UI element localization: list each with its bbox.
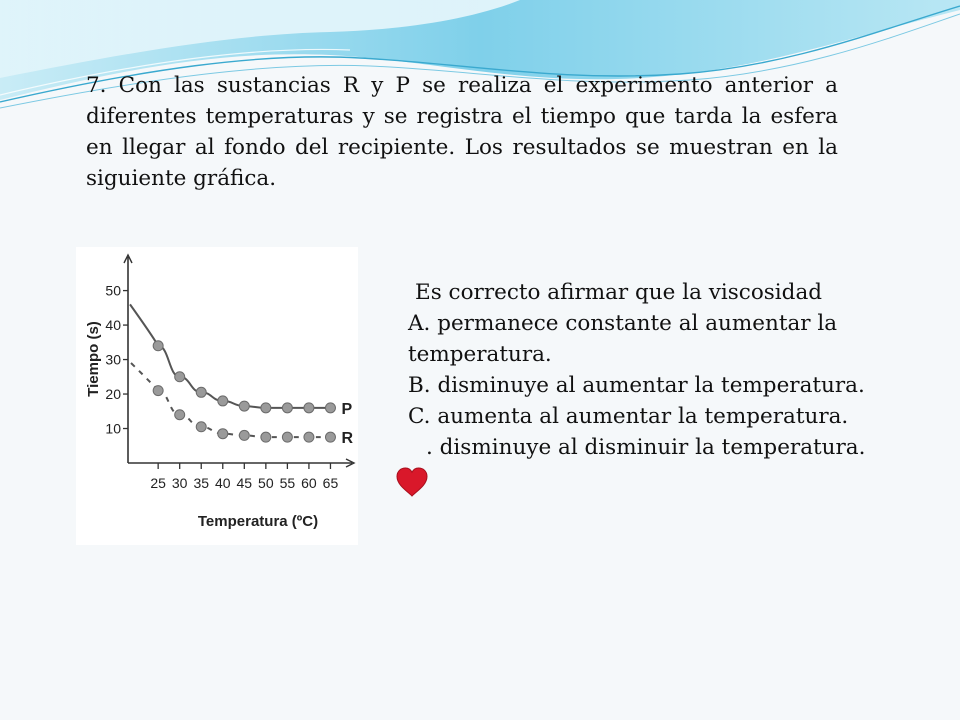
y-tick-label: 30 bbox=[105, 351, 121, 368]
chart-axes bbox=[105, 255, 354, 491]
series-r-point bbox=[239, 430, 249, 440]
series-p-point bbox=[261, 403, 271, 413]
x-tick-label: 65 bbox=[322, 475, 339, 491]
series-r-point bbox=[218, 429, 228, 439]
series-p-point bbox=[218, 396, 228, 406]
heart-icon bbox=[395, 466, 429, 498]
series-p-point bbox=[325, 403, 335, 413]
series-p-label: P bbox=[341, 400, 353, 418]
x-tick-label: 40 bbox=[214, 475, 231, 491]
series-r-label: R bbox=[341, 430, 354, 448]
series-p-point bbox=[153, 341, 163, 351]
x-tick-label: 55 bbox=[279, 475, 296, 491]
series-p-point bbox=[282, 403, 292, 413]
answer-block bbox=[408, 277, 878, 463]
x-tick-label: 60 bbox=[301, 475, 317, 491]
series-r-point bbox=[325, 432, 335, 442]
option-b[interactable]: B. disminuye al aumentar la temperatura. bbox=[408, 373, 865, 398]
question-text: 7. Con las sustancias R y P se realiza el experimento anterior a diferentes temperaturas y se registra el tiempo que tarda la esfera en llegar al fondo del recipiente. Los resultados se muestran en la siguiente gráfica. bbox=[86, 73, 838, 191]
series-p-point bbox=[239, 401, 249, 411]
chart bbox=[76, 247, 358, 545]
series-r-point bbox=[175, 410, 185, 420]
series-p-point bbox=[175, 372, 185, 382]
y-tick-label: 20 bbox=[105, 386, 121, 403]
x-tick-label: 30 bbox=[171, 475, 188, 491]
answer-prompt: Es correcto afirmar que la viscosidad bbox=[415, 280, 823, 305]
series-p-point bbox=[196, 387, 206, 397]
y-tick-label: 10 bbox=[105, 420, 121, 437]
x-axis-label: Temperatura (ºC) bbox=[197, 513, 319, 530]
series-r-lead bbox=[131, 363, 158, 391]
y-axis-label: Tiempo (s) bbox=[85, 321, 102, 397]
series-r-point bbox=[261, 432, 271, 442]
series-r-point bbox=[196, 422, 206, 432]
y-tick-label: 40 bbox=[105, 317, 121, 334]
series-r-point bbox=[153, 386, 163, 396]
x-tick-label: 45 bbox=[236, 475, 253, 491]
x-tick-label: 25 bbox=[150, 475, 166, 491]
y-tick-label: 50 bbox=[105, 282, 121, 299]
x-tick-label: 35 bbox=[193, 475, 210, 491]
option-a[interactable]: A. permanece constante al aumentar la temperatura. bbox=[408, 311, 838, 367]
series-p-point bbox=[304, 403, 314, 413]
x-tick-label: 50 bbox=[258, 475, 274, 491]
chart-panel bbox=[76, 247, 358, 545]
series-r-point bbox=[304, 432, 314, 442]
series-r-point bbox=[282, 432, 292, 442]
option-d[interactable]: . disminuye al disminuir la temperatura. bbox=[426, 435, 866, 460]
chart-series-layer bbox=[130, 304, 353, 447]
option-c[interactable]: C. aumenta al aumentar la temperatura. bbox=[408, 404, 849, 429]
series-p-lead bbox=[130, 304, 158, 345]
